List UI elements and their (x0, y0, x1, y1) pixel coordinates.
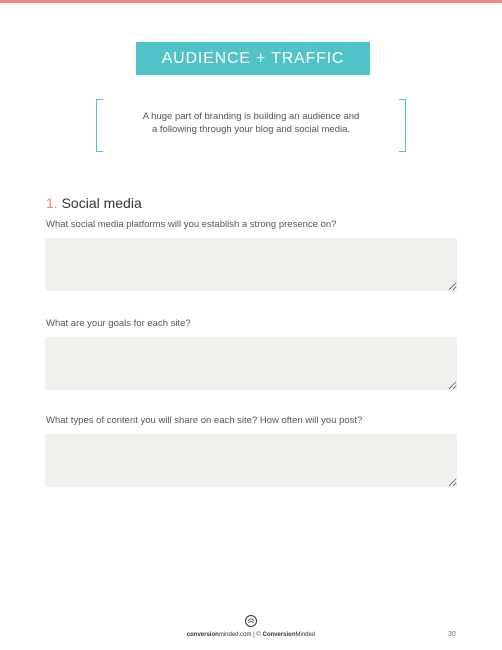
answer-field-1[interactable] (45, 238, 457, 291)
page-title-banner (136, 42, 370, 75)
intro-line-2: a following through your blog and social media. (151, 124, 351, 135)
answer-field-2[interactable] (45, 337, 457, 390)
footer-site-rest: minded.com (218, 632, 252, 638)
footer-credit (0, 632, 502, 638)
page-number: 30 (448, 631, 456, 638)
top-accent-bar (0, 0, 502, 3)
footer-site-bold: conversion (186, 632, 219, 638)
footer-separator: | (253, 632, 255, 638)
footer-brand-bold: Conversion (262, 632, 296, 638)
section-heading (46, 195, 142, 211)
brain-logo-icon (244, 614, 258, 628)
section-title: Social media (61, 195, 142, 211)
answer-field-3[interactable] (45, 434, 457, 487)
right-bracket (399, 99, 406, 152)
intro-text (108, 110, 394, 136)
question-1: What social media platforms will you establish a strong presence on? (46, 219, 337, 230)
question-2: What are your goals for each site? (46, 318, 191, 329)
page-title: AUDIENCE + TRAFFIC (161, 49, 345, 67)
footer-brand-rest: Minded (295, 632, 316, 638)
intro-line-1: A huge part of branding is building an audience and (142, 111, 360, 122)
question-3: What types of content you will share on each site? How often will you post? (46, 415, 363, 426)
section-number: 1. (46, 195, 58, 211)
left-bracket (96, 99, 103, 152)
footer-copyright-symbol: © (256, 632, 261, 638)
